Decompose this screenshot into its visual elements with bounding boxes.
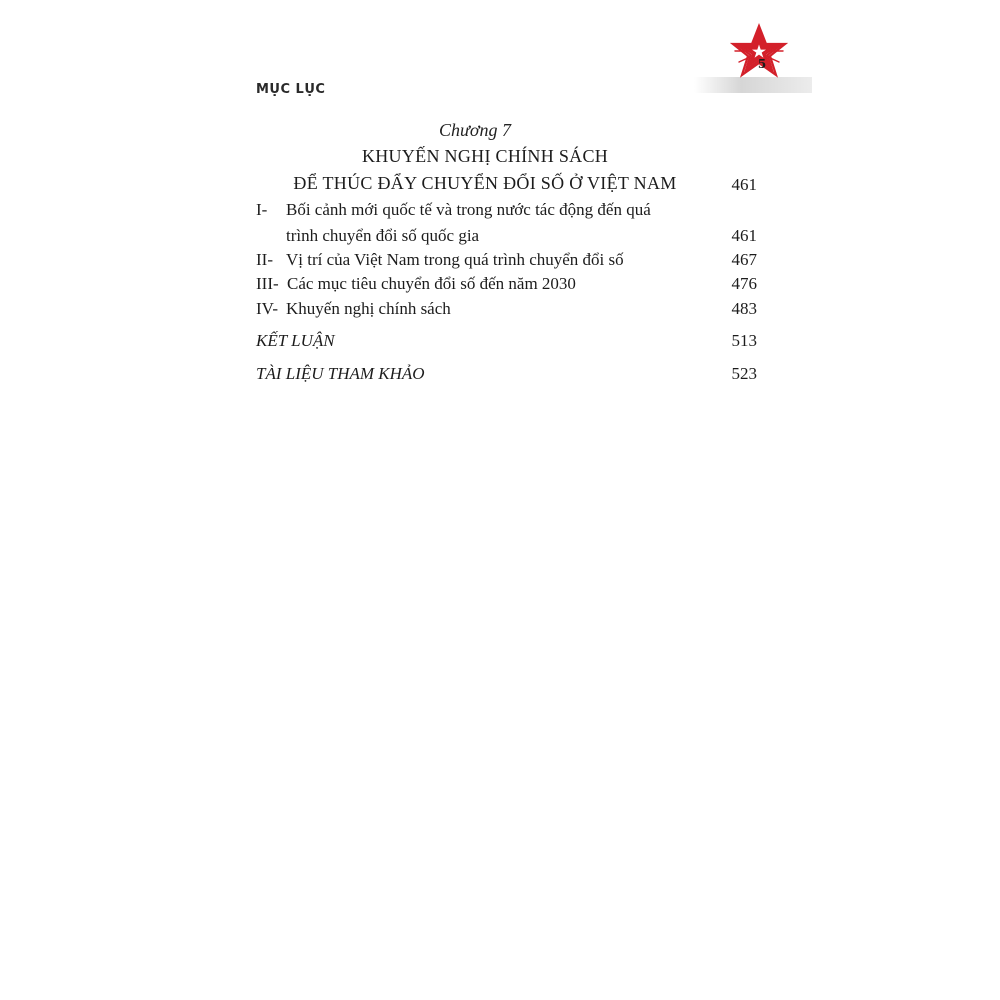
conclusion-page-number: 513 [731, 331, 757, 350]
section-title: Khuyến nghị chính sách [286, 299, 451, 318]
conclusion-entry: KẾT LUẬN [256, 331, 335, 350]
section-title: Vị trí của Việt Nam trong quá trình chuyển đổi số [286, 250, 624, 269]
running-header: MỤC LỤC [256, 82, 326, 97]
chapter-page-number: 461 [731, 175, 757, 194]
section-number: II- [256, 250, 273, 269]
red-star-emblem-icon [730, 22, 788, 80]
section-page-number: 476 [731, 274, 757, 293]
page-number: 5 [757, 57, 767, 71]
section-page-number: 483 [731, 299, 757, 318]
section-page-number: 467 [731, 250, 757, 269]
section-title-line-2: trình chuyển đổi số quốc gia [286, 226, 480, 245]
section-number: III- [256, 274, 279, 293]
chapter-title-line-1: KHUYẾN NGHỊ CHÍNH SÁCH [361, 146, 609, 166]
chapter-label: Chương 7 [439, 120, 511, 140]
section-title-line-1: Bối cảnh mới quốc tế và trong nước tác động đến quá [286, 200, 651, 219]
section-number: I- [256, 200, 268, 219]
section-page-number: 461 [731, 226, 757, 245]
section-number: IV- [256, 299, 279, 318]
references-entry: TÀI LIỆU THAM KHẢO [256, 364, 425, 383]
section-title: Các mục tiêu chuyển đổi số đến năm 2030 [287, 274, 576, 293]
references-page-number: 523 [731, 364, 757, 383]
chapter-title-line-2: ĐỂ THÚC ĐẨY CHUYỂN ĐỔI SỐ Ở VIỆT NAM [293, 173, 677, 193]
